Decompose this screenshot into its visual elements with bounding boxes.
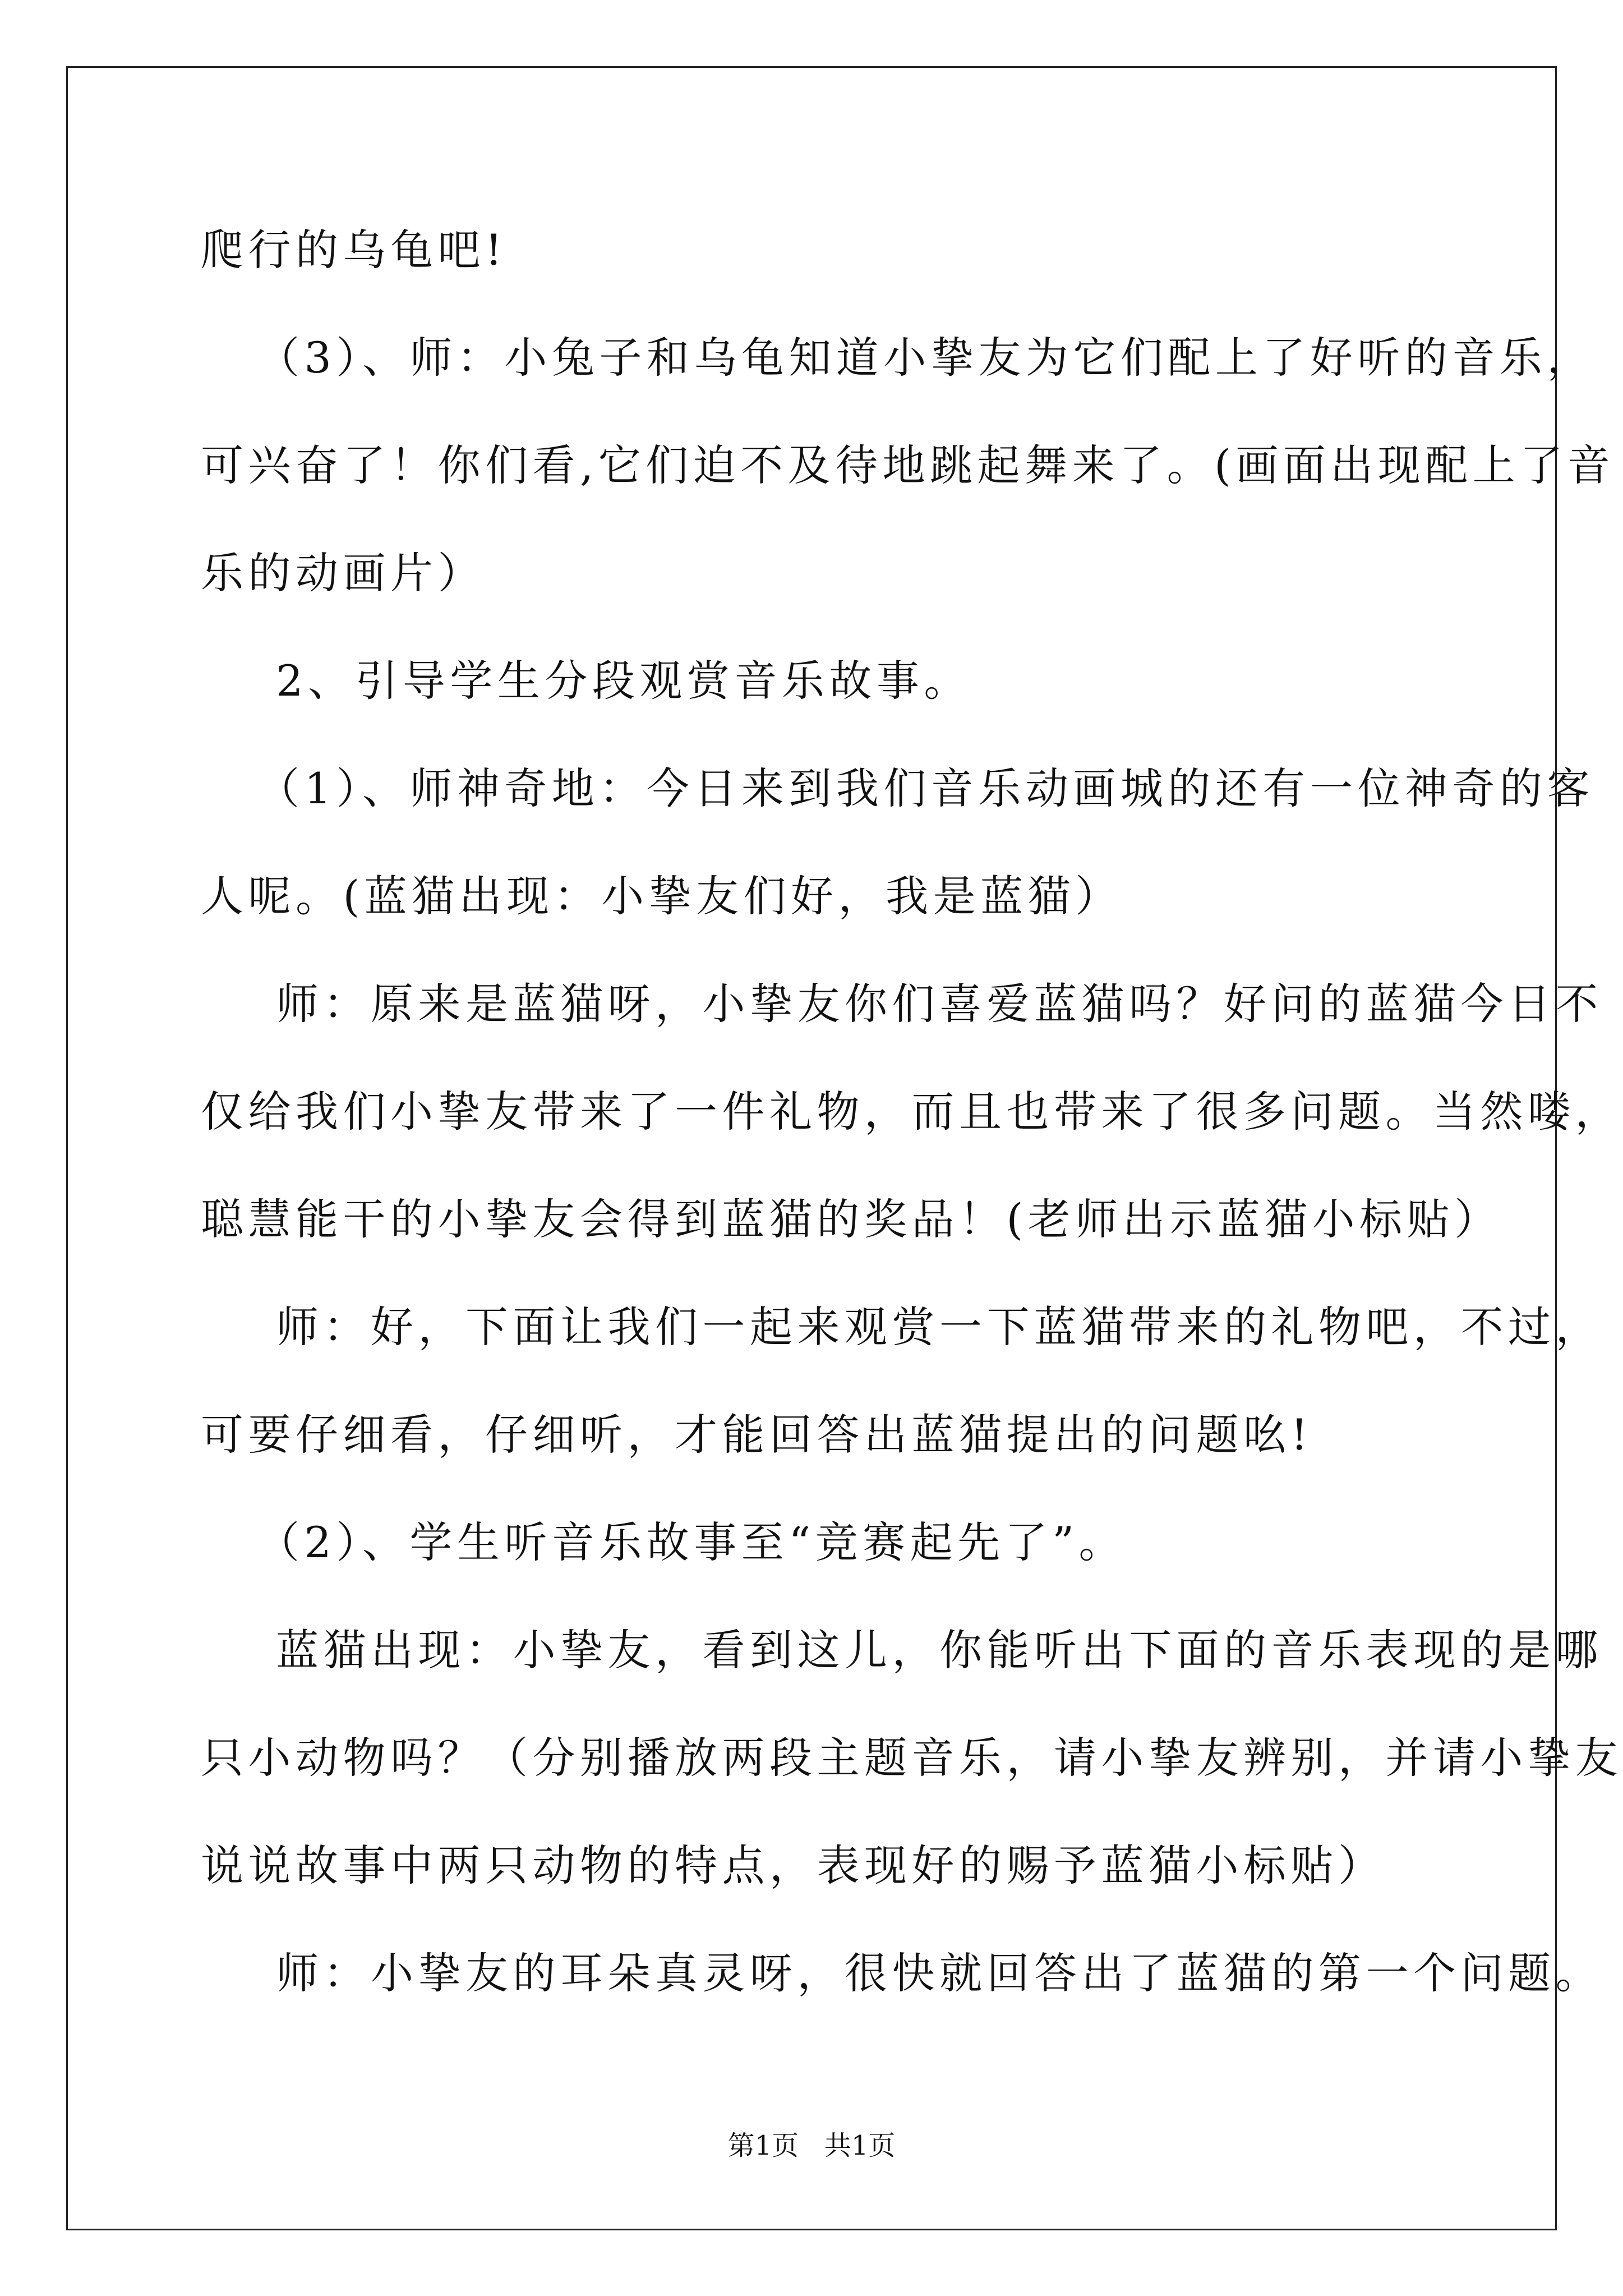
page-footer: 第1页 共1页 <box>727 2130 896 2161</box>
text-line-9: 仅给我们小挚友带来了一件礼物，而且也带来了很多问题。当然喽， <box>201 1087 1622 1137</box>
text-line-1: 爬行的乌龟吧! <box>201 225 508 275</box>
text-line-2: （3）、师：小兔子和乌龟知道小挚友为它们配上了好听的音乐， <box>257 333 1594 383</box>
text-line-11: 师：好，下面让我们一起来观赏一下蓝猫带来的礼物吧，不过， <box>276 1302 1603 1352</box>
text-line-16: 说说故事中两只动物的特点，表现好的赐予蓝猫小标贴） <box>201 1841 1386 1890</box>
text-line-8: 师：原来是蓝猫呀，小挚友你们喜爱蓝猫吗？好问的蓝猫今日不 <box>276 979 1603 1029</box>
text-line-12: 可要仔细看，仔细听，才能回答出蓝猫提出的问题吆! <box>201 1410 1313 1460</box>
text-line-4: 乐的动画片） <box>201 548 485 598</box>
text-line-3: 可兴奋了！你们看,它们迫不及待地跳起舞来了。(画面出现配上了音 <box>201 440 1615 490</box>
text-line-13: （2）、学生听音乐故事至“竞赛起先了”。 <box>257 1517 1127 1567</box>
text-line-10: 聪慧能干的小挚友会得到蓝猫的奖品！(老师出示蓝猫小标贴） <box>201 1194 1502 1244</box>
text-line-6: （1）、师神奇地：今日来到我们音乐动画城的还有一位神奇的客 <box>257 763 1594 813</box>
text-line-7: 人呢。(蓝猫出现：小挚友们好，我是蓝猫） <box>201 871 1123 921</box>
text-line-17: 师：小挚友的耳朵真灵呀，很快就回答出了蓝猫的第一个问题。 <box>276 1948 1603 1998</box>
text-line-15: 只小动物吗？（分别播放两段主题音乐，请小挚友辨别，并请小挚友 <box>201 1733 1622 1783</box>
page-border <box>66 66 1557 2230</box>
text-line-14: 蓝猫出现：小挚友，看到这儿，你能听出下面的音乐表现的是哪 <box>276 1625 1603 1675</box>
text-line-5: 2、引导学生分段观赏音乐故事。 <box>276 656 971 706</box>
